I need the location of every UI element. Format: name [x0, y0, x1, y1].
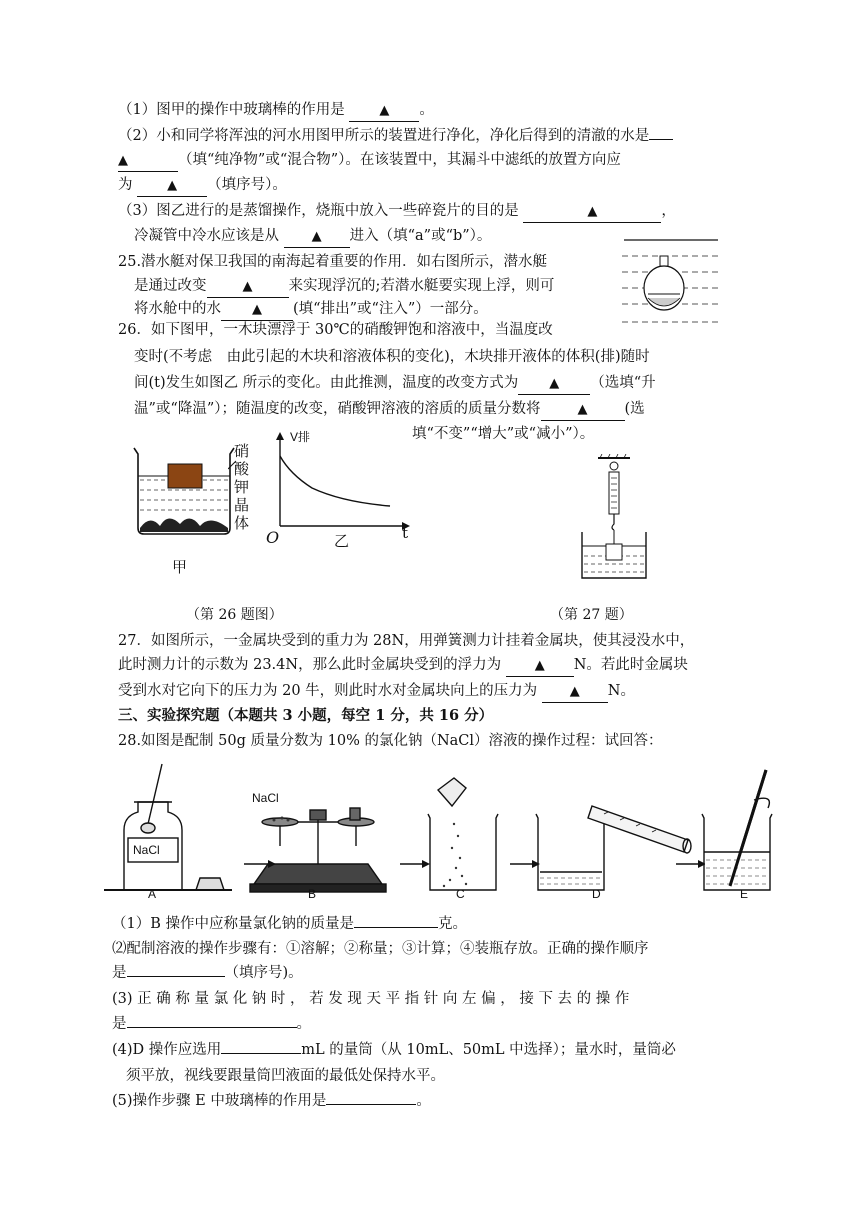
fig-label-b: B	[308, 887, 317, 901]
q27-line1: 27．如图所示，一金属块受到的重力为 28N，用弹簧测力计挂着金属块，使其浸没水中，	[118, 633, 695, 649]
q26-line3: 间(t)发生如图乙 所示的变化。由此推测，温度的改变方式为 ▲ （选填“升	[134, 373, 656, 395]
q27-line2: 此时测力计的示数为 23.4N，那么此时金属块受到的浮力为 ▲ N。若此时金属块	[118, 655, 688, 677]
answer-blank[interactable]	[127, 1027, 297, 1028]
answer-blank[interactable]: ▲	[118, 150, 178, 172]
fig26-beaker	[128, 440, 248, 550]
q28-sub1: （1）B 操作中应称量氯化钠的质量是 克。	[112, 916, 467, 932]
answer-blank[interactable]: ▲	[541, 399, 625, 421]
answer-blank[interactable]: ▲	[349, 100, 419, 122]
fig-label-e: E	[740, 887, 749, 901]
q24-part2-line3: 为 ▲ （填序号）。	[118, 175, 287, 197]
fig27-spring-scale	[578, 454, 658, 584]
q25-line2: 是通过改变 ▲ 来实现浮沉的;若潜水艇要实现上浮，则可	[134, 276, 554, 298]
answer-blank[interactable]: ▲	[542, 681, 608, 703]
answer-blank[interactable]	[326, 1104, 416, 1105]
crystal-label: 硝 酸 钾 晶 体	[234, 443, 250, 532]
fig-label-d: D	[592, 887, 601, 901]
q28-sub4-line1: (4)D 操作应选用 mL 的量筒（从 10mL、50mL 中选择）；量水时，量筒必	[112, 1042, 676, 1058]
submarine-figure	[618, 234, 730, 334]
label-o: O	[266, 528, 280, 547]
q27-line3: 受到水对它向下的压力为 20 牛，则此时水对金属块向上的压力为 ▲ N。	[118, 681, 635, 703]
q28-sub2-line2: 是 （填序号)。	[112, 965, 303, 981]
label-yi: 乙	[334, 533, 350, 550]
label-v: V排	[290, 430, 311, 444]
q26-line5: 填“不变”“增大”或“减小”）。	[412, 426, 595, 442]
answer-blank[interactable]: ▲	[284, 226, 350, 248]
answer-blank[interactable]: ▲	[137, 175, 207, 197]
section-heading: 三、实验探究题（本题共 3 小题，每空 1 分，共 16 分）	[118, 707, 494, 724]
fig-label-a: A	[148, 887, 157, 901]
answer-blank[interactable]: ▲	[518, 373, 590, 395]
answer-blank[interactable]	[649, 139, 673, 140]
label-jia: 甲	[172, 559, 188, 576]
q28-sub5: (5)操作步骤 E 中玻璃棒的作用是 。	[112, 1093, 431, 1109]
q24-part3-line2: 冷凝管中冷水应该是从 ▲ 进入（填“a”或“b”）。	[134, 226, 491, 248]
q24-part2-line1: （2）小和同学将浑浊的河水用图甲所示的装置进行净化，净化后得到的清澈的水是	[118, 126, 673, 146]
q28-intro: 28.如图是配制 50g 质量分数为 10% 的氯化钠（NaCl）溶液的操作过程：试回答：	[118, 733, 663, 749]
nacl-label-b: NaCl	[252, 791, 279, 805]
answer-blank[interactable]	[354, 927, 438, 928]
q24-part3-line1: （3）图乙进行的是蒸馏操作，烧瓶中放入一些碎瓷片的目的是 ▲ ，	[118, 201, 676, 223]
q28-sub2-line1: ⑵配制溶液的操作步骤有：①溶解；②称量；③计算；④装瓶存放。正确的操作顺序	[112, 941, 649, 957]
answer-blank[interactable]: ▲	[506, 655, 574, 677]
q26-line4: 温”或“降温”）；随温度的改变，硝酸钾溶液的溶质的质量分数将 ▲ (选	[134, 399, 645, 421]
q24-part1: （1）图甲的操作中玻璃棒的作用是 ▲ 。	[118, 100, 434, 122]
q26-line1: 26．如下图甲，一木块漂浮于 30℃的硝酸钾饱和溶液中，当温度改	[118, 322, 553, 338]
q28-sub4-line2: 须平放，视线要跟量筒凹液面的最低处保持水平。	[126, 1068, 445, 1084]
answer-blank[interactable]	[127, 976, 225, 977]
q28-sub3-line2: 是 。	[112, 1016, 311, 1032]
fig27-caption: （第 27 题）	[550, 607, 633, 623]
label-pointer	[228, 459, 248, 471]
fig-label-c: C	[456, 887, 465, 901]
answer-blank[interactable]: ▲	[523, 201, 661, 223]
q28-sub3-line1: (3) 正 确 称 量 氯 化 钠 时 ， 若 发 现 天 平 指 针 向 左 偏 ， 接 下 去 的 操 作	[112, 991, 630, 1007]
label-t: t	[402, 524, 409, 542]
q28-figure	[104, 760, 790, 910]
answer-blank[interactable]	[221, 1053, 301, 1054]
answer-blank[interactable]: ▲	[207, 276, 289, 298]
fig26-caption: （第 26 题图）	[186, 607, 283, 623]
q26-line2: 变时(不考虑 由此引起的木块和溶液体积的变化)，木块排开液体的体积(排)随时	[134, 349, 650, 365]
nacl-label-a: NaCl	[133, 843, 160, 857]
q25-line3: 将水舱中的水 ▲ (填“排出”或“注入”）一部分。	[134, 299, 488, 321]
q25-line1: 25.潜水艇对保卫我国的南海起着重要的作用．如右图所示，潜水艇	[118, 254, 548, 270]
answer-blank[interactable]: ▲	[221, 299, 293, 321]
q24-part2-line2: ▲ （填“纯净物”或“混合物”）。在该装置中，其漏斗中滤纸的放置方向应	[118, 150, 621, 172]
